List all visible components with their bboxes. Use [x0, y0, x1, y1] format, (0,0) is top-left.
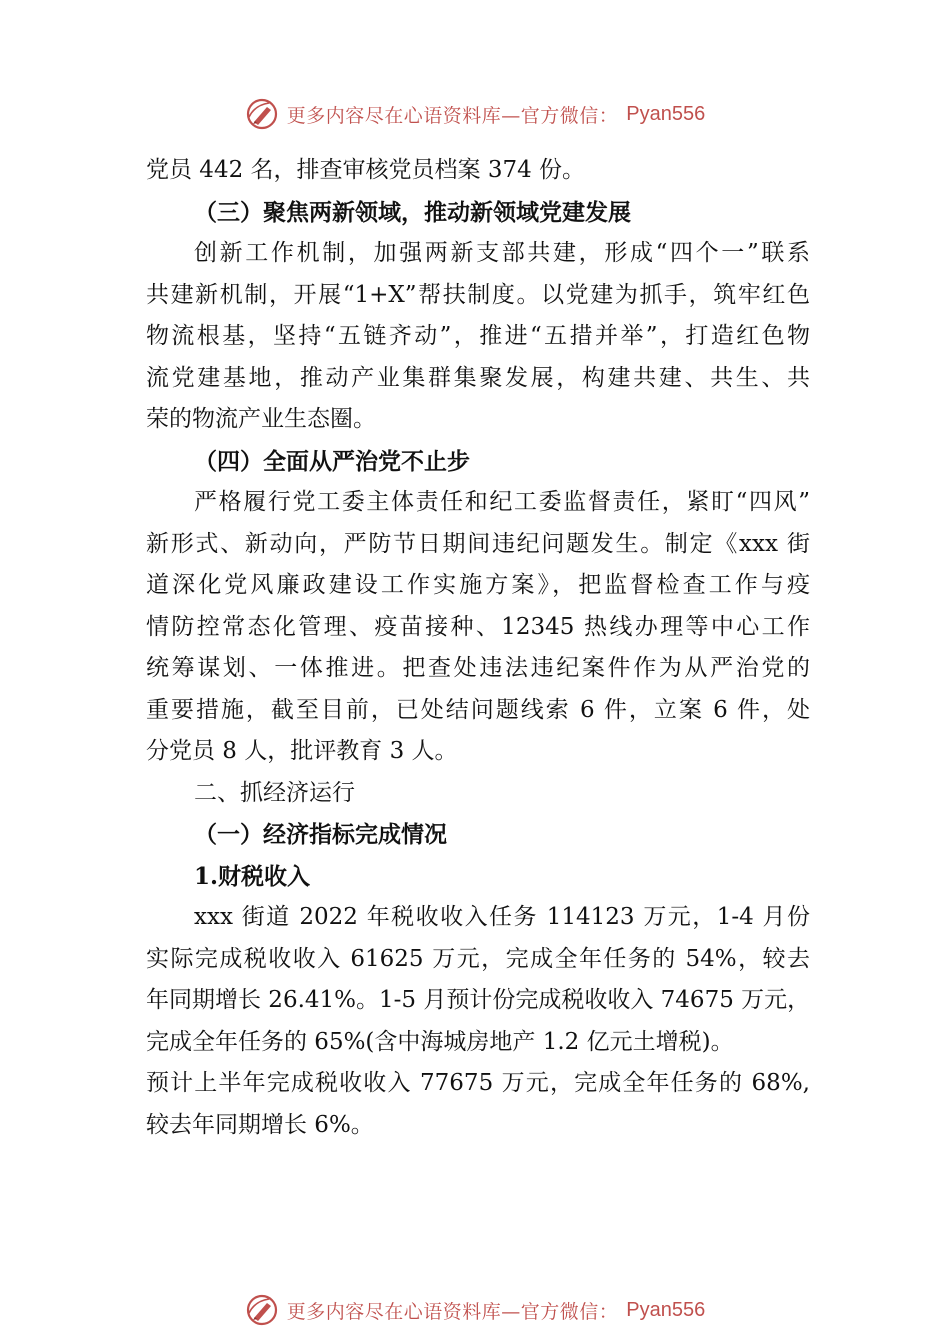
paragraph-line: 年同期增长 26.41%。1-5 月预计份完成税收收入 74675 万元，: [146, 987, 811, 1013]
paragraph-line: 较去年同期增长 6%。: [146, 1111, 374, 1138]
paragraph-line: 情防控常态化管理、疫苗接种、12345 热线办理等中心工作: [146, 613, 810, 640]
paragraph-line: 统筹谋划、一体推进。把查处违法违纪案件作为从严治党的: [146, 655, 810, 681]
document-body: [146, 150, 810, 1146]
pen-logo-icon: [245, 97, 279, 131]
section-heading: （四）全面从严治党不止步: [194, 447, 470, 475]
paragraph-line: 物流根基，坚持“五链齐动”，推进“五措并举”，打造红色物: [146, 323, 810, 349]
paragraph-line: 严格履行党工委主体责任和纪工委监督责任，紧盯“四风”: [194, 489, 810, 515]
pen-logo-icon: [245, 1293, 279, 1327]
paragraph-line: 创新工作机制，加强两新支部共建，形成“四个一”联系: [194, 240, 810, 266]
watermark-wechat-id: Pyan556: [626, 1298, 706, 1321]
section-heading: （三）聚焦两新领域，推动新领域党建发展: [194, 198, 631, 226]
paragraph-line: 实际完成税收收入 61625 万元，完成全年任务的 54%，较去: [146, 945, 810, 972]
paragraph-line: 预计上半年完成税收收入 77675 万元，完成全年任务的 68%,: [146, 1070, 810, 1096]
watermark-text: 更多内容尽在心语资料库—官方微信：: [286, 1300, 619, 1323]
section-heading: （一）经济指标完成情况: [194, 821, 447, 848]
watermark-text: 更多内容尽在心语资料库—官方微信：: [286, 104, 619, 127]
section-heading: 1.财税收入: [194, 862, 311, 890]
paragraph-line: 流党建基地，推动产业集群集聚发展，构建共建、共生、共: [146, 364, 810, 391]
paragraph-line: 新形式、新动向，严防节日期间违纪问题发生。制定《xxx 街: [146, 530, 810, 557]
paragraph-line: 完成全年任务的 65%(含中海城房地产 1.2 亿元土增税)。: [146, 1028, 734, 1055]
chapter-heading: 二、抓经济运行: [194, 779, 355, 806]
paragraph-line: xxx 街道 2022 年税收收入任务 114123 万元，1-4 月份: [194, 904, 810, 930]
paragraph-line: 党员 442 名，排查审核党员档案 374 份。: [146, 157, 586, 183]
paragraph-line: 共建新机制，开展“1+X”帮扶制度。以党建为抓手，筑牢红色: [146, 281, 810, 308]
watermark-footer: [0, 1290, 950, 1330]
watermark-wechat-id: Pyan556: [626, 102, 706, 125]
paragraph-line: 分党员 8 人，批评教育 3 人。: [146, 738, 458, 764]
watermark-header: [0, 94, 950, 134]
paragraph-line: 荣的物流产业生态圈。: [146, 406, 376, 432]
paragraph-line: 道深化党风廉政建设工作实施方案》，把监督检查工作与疫: [146, 572, 810, 598]
paragraph-line: 重要措施，截至目前，已处结问题线索 6 件，立案 6 件，处: [146, 696, 810, 723]
